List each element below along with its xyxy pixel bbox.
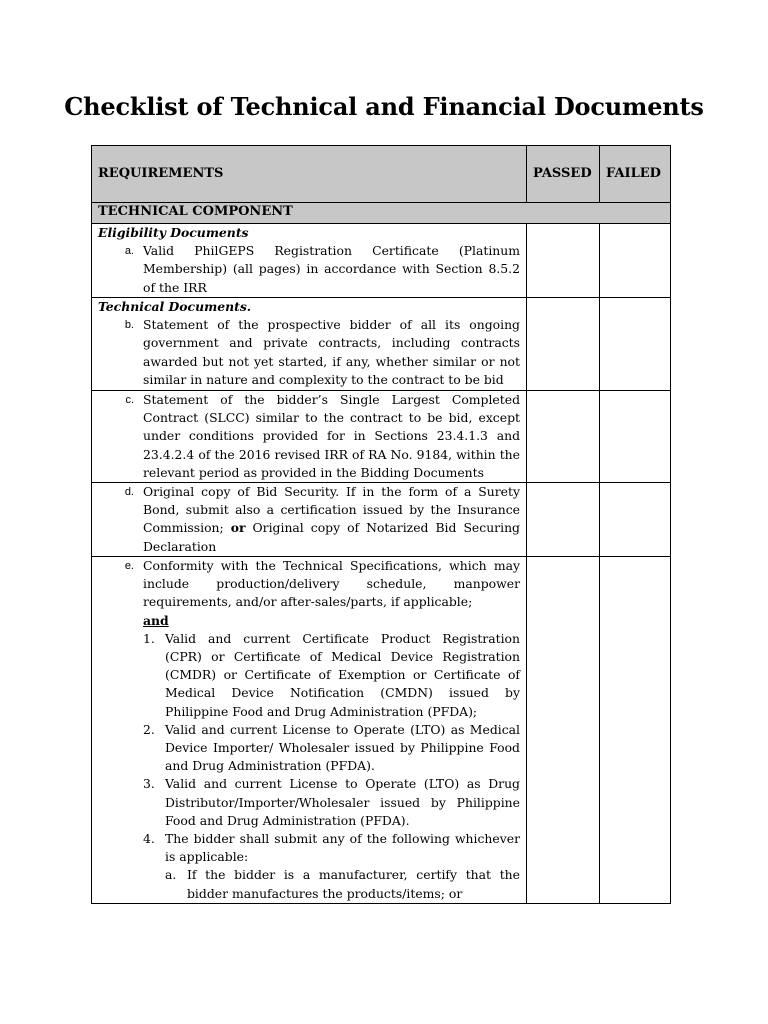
passed-cell[interactable] [527, 298, 600, 391]
requirement-cell [92, 391, 527, 483]
passed-cell[interactable] [527, 483, 600, 557]
list-number: 3. [143, 776, 155, 792]
list-item [143, 630, 520, 721]
requirement-cell [92, 483, 527, 557]
table-row [92, 298, 671, 391]
list-body [165, 830, 520, 903]
item-body [143, 557, 520, 903]
sub-list-label: a. [165, 867, 177, 883]
and-keyword: and [143, 612, 169, 628]
list-text: Valid and current License to Operate (LTO) as Medical Device Importer/ Wholesaler issued by Philippine Food and Drug Administration (PFDA). [165, 721, 520, 774]
list-item [143, 775, 520, 830]
header-failed: FAILED [600, 146, 671, 203]
failed-cell[interactable] [600, 224, 671, 298]
table-row [92, 391, 671, 483]
item-text: Statement of the prospective bidder of all its ongoing government and private contracts, including contracts awarded but not yet started, if any, whether similar or not similar in nature and complexity to the contract to be bid [143, 317, 520, 387]
checklist-table [91, 145, 671, 904]
requirement-cell [92, 557, 527, 904]
item-label: a. [124, 245, 134, 258]
failed-cell[interactable] [600, 391, 671, 483]
item-label: d. [124, 486, 134, 499]
sub-list-text: If the bidder is a manufacturer, certify that the bidder manufactures the products/items; or [187, 867, 520, 901]
table-row [92, 224, 671, 298]
item-text [143, 483, 520, 556]
item-text: Conformity with the Technical Specifications, which may include production/delivery schedule, manpower requirements, and/or after-sales/parts, if applicable; [143, 558, 520, 610]
failed-cell[interactable] [600, 557, 671, 904]
item-label: b. [124, 319, 134, 332]
component-label: TECHNICAL COMPONENT [92, 203, 671, 224]
list-text: The bidder shall submit any of the following whichever is applicable: [165, 831, 520, 865]
passed-cell[interactable] [527, 391, 600, 483]
header-row [92, 146, 671, 203]
requirement-cell [92, 224, 527, 298]
passed-cell[interactable] [527, 224, 600, 298]
document-title: Checklist of Technical and Financial Documents [64, 92, 704, 121]
failed-cell[interactable] [600, 298, 671, 391]
or-keyword: or [230, 520, 246, 536]
item-text: Valid PhilGEPS Registration Certificate (Platinum Membership) (all pages) in accordance with Section 8.5.2 of the IRR [143, 243, 520, 295]
list-item [143, 830, 520, 903]
header-passed: PASSED [527, 146, 600, 203]
component-row [92, 203, 671, 224]
section-heading-technical: Technical Documents. [98, 299, 252, 314]
section-heading-eligibility: Eligibility Documents [98, 225, 249, 240]
table-row [92, 557, 671, 904]
list-number: 1. [143, 630, 155, 646]
list-text: Valid and current Certificate Product Registration (CPR) or Certificate of Medical Device Registration (CMDR) or Certificate of Exemption or Certificate of Medical Device Notification (CMDN) issued by Philippine Food and Drug Administration (PFDA); [165, 630, 520, 719]
sub-list-item [165, 866, 520, 902]
item-label: e. [124, 560, 134, 573]
list-item [143, 721, 520, 776]
item-text-part: Original copy of Bid Security. If in the form of a Surety Bond, submit also a certification issued by the Insurance Commission; [143, 484, 520, 536]
table-row [92, 483, 671, 557]
list-text: Valid and current License to Operate (LTO) as Drug Distributor/Importer/Wholesaler issued by Philippine Food and Drug Administration (PFDA). [165, 776, 520, 828]
list-number: 4. [143, 831, 155, 847]
item-label: c. [125, 394, 134, 406]
passed-cell[interactable] [527, 557, 600, 904]
item-text-part: Original copy of Notarized Bid Securing Declaration [143, 520, 520, 554]
list-number: 2. [143, 721, 155, 737]
item-text: Statement of the bidder’s Single Largest Completed Contract (SLCC) similar to the contract to be bid, except under conditions provided for in Sections 23.4.1.3 and 23.4.2.4 of the 2016 revised IRR of RA No. 9184, within the relevant period as provided in the Bidding Documents [143, 392, 520, 480]
requirement-cell [92, 298, 527, 391]
header-requirements: REQUIREMENTS [92, 146, 527, 203]
failed-cell[interactable] [600, 483, 671, 557]
